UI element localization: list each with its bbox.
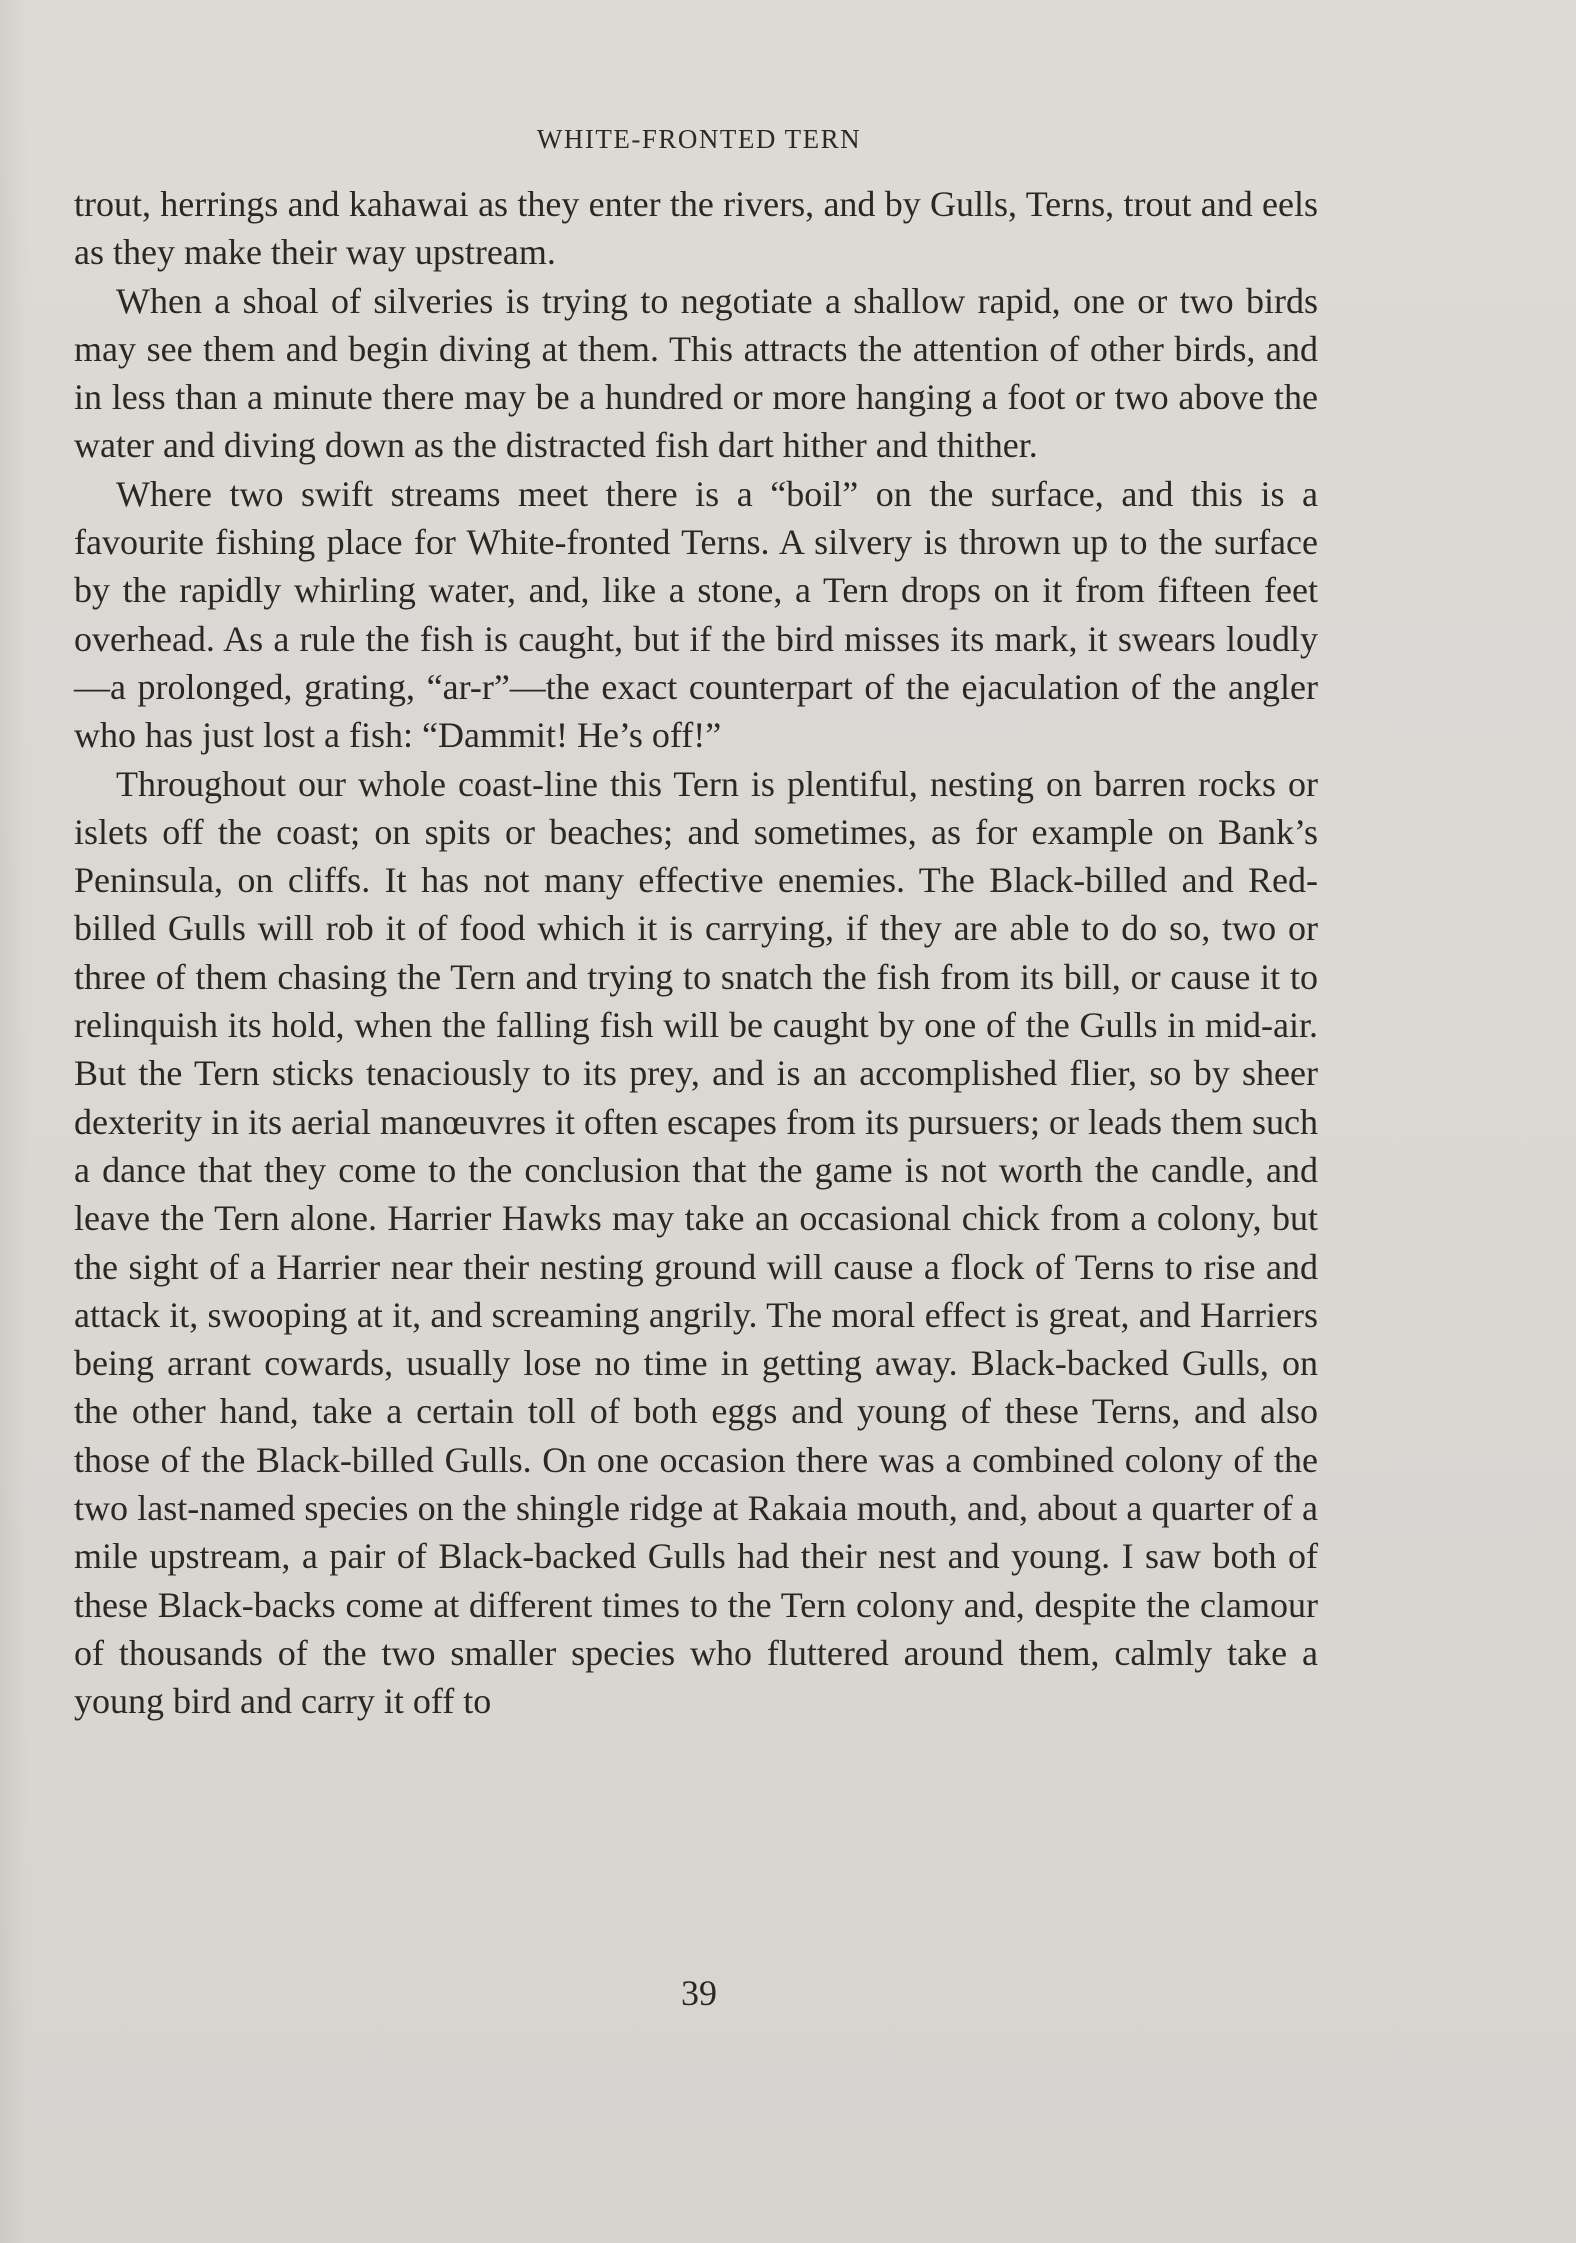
page-number: 39 xyxy=(681,1973,717,2013)
paragraph-continuation: trout, herrings and kahawai as they enter the rivers, and by Gulls, Terns, trout and eels as they make their way upstream. xyxy=(74,184,1318,273)
paragraph-coastline: Throughout our whole coast-line this Tern is plentiful, nesting on barren rocks or islets off the coast; on spits or beaches; and sometimes, as for example on Bank’s Peninsula, on cliffs. It has not many effective enemies. The Black-billed and Red-billed Gulls will rob it of food which it is carrying, if they are able to do so, two or three of them chasing the Tern and trying to snatch the fish from its bill, or cause it to relinquish its hold, when the falling fish will be caught by one of the Gulls in mid-air. But the Tern sticks tenaciously to its prey, and is an accomplished flier, so by sheer dexterity in its aerial manœuvres it often escapes from its pursuers; or leads them such a dance that they come to the conclusion that the game is not worth the candle, and leave the Tern alone. Harrier Hawks may take an occasional chick from a colony, but the sight of a Harrier near their nesting ground will cause a flock of Terns to rise and attack it, swooping at it, and screaming angrily. The moral effect is great, and Harriers being arrant cowards, usually lose no time in getting away. Black-backed Gulls, on the other hand, take a certain toll of both eggs and young of these Terns, and also those of the Black-billed Gulls. On one occasion there was a combined colony of the two last-named species on the shingle ridge at Rakaia mouth, and, about a quarter of a mile upstream, a pair of Black-backed Gulls had their nest and young. I saw both of these Black-backs come at different times to the Tern colony and, despite the clamour of thousands of the two smaller species who fluttered around them, calmly take a young bird and carry it off to xyxy=(74,763,1318,1722)
body-text xyxy=(74,180,1318,1726)
paragraph-silveries: When a shoal of silveries is trying to negotiate a shallow rapid, one or two birds may see them and begin diving at them. This attracts the attention of other birds, and in less than a minute there may be a hundred or more hanging a foot or two above the water and diving down as the distracted fish dart hither and thither. xyxy=(74,280,1318,466)
paragraph-boil: Where two swift streams meet there is a “boil” on the surface, and this is a favourite fishing place for White-fronted Terns. A silvery is thrown up to the surface by the rapidly whirling water, and, like a stone, a Tern drops on it from fifteen feet overhead. As a rule the fish is caught, but if the bird misses its mark, it swears loudly—a prolonged, grating, “ar-r”—the exact counterpart of the ejaculation of the angler who has just lost a fish: “Dammit! He’s off!” xyxy=(74,473,1318,756)
running-head: WHITE-FRONTED TERN xyxy=(536,124,862,154)
